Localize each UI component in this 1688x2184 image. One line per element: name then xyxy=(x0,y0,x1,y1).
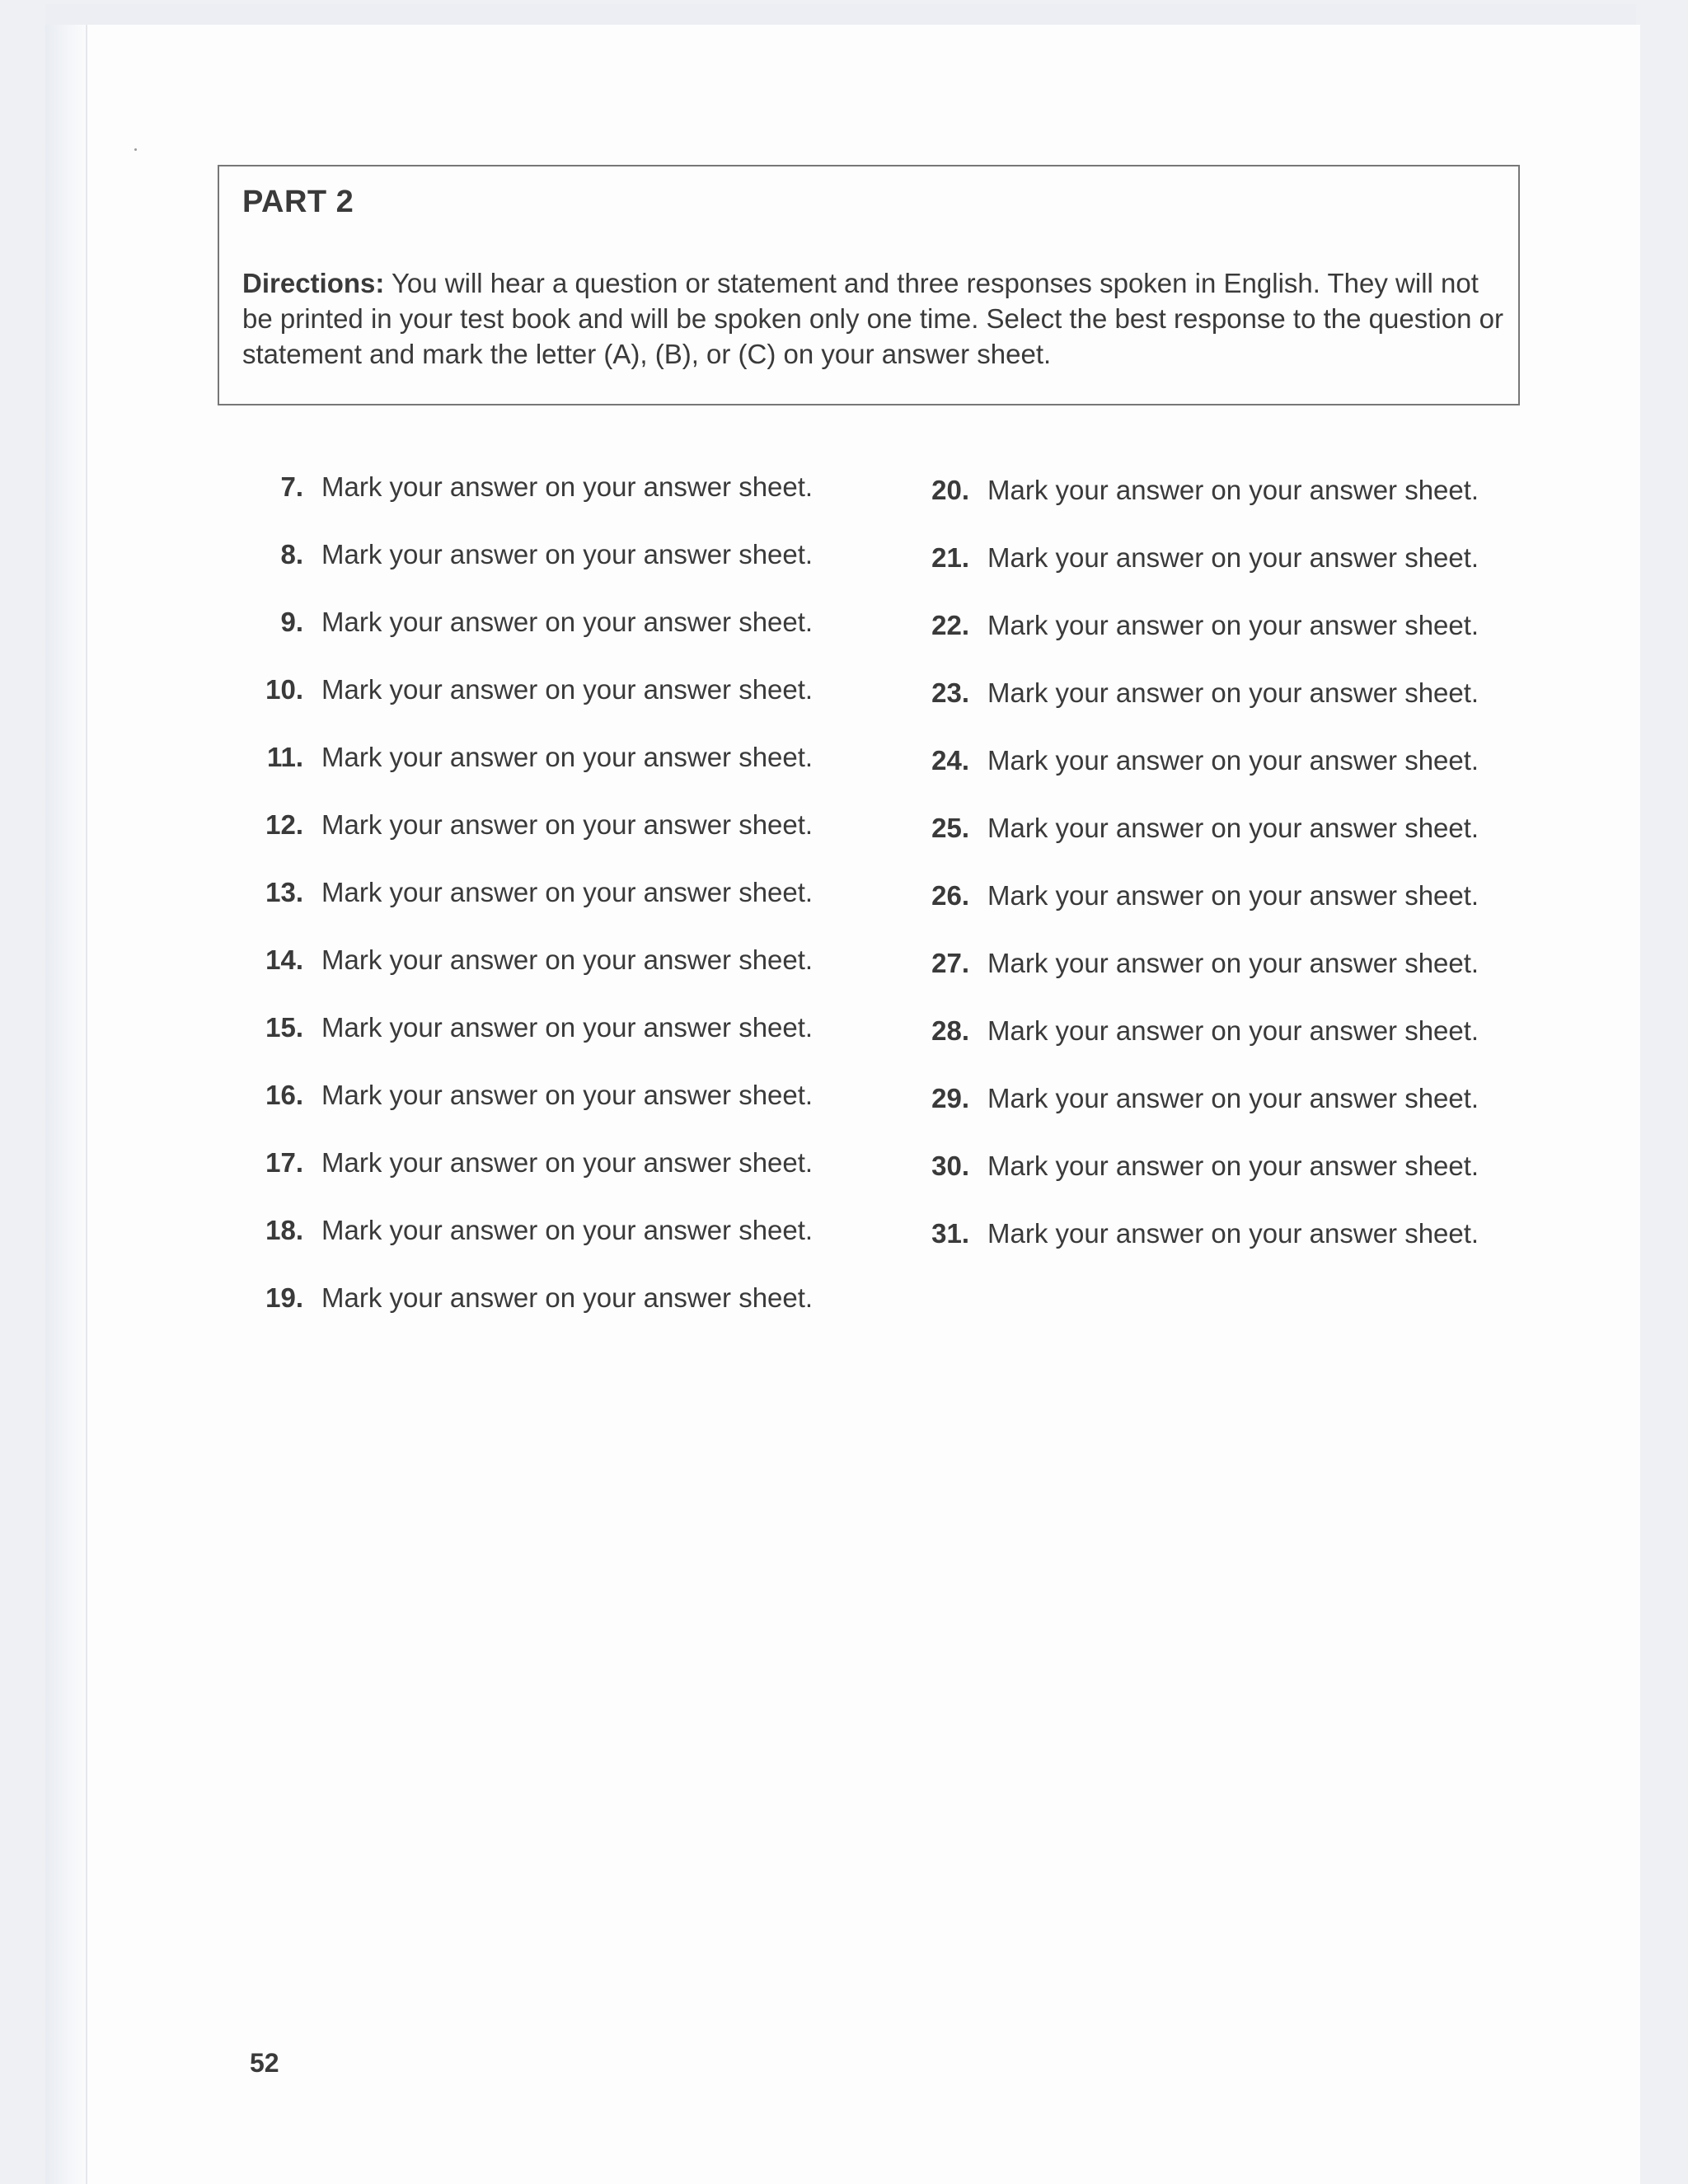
question-number: 18. xyxy=(265,1215,303,1245)
question-item xyxy=(239,1282,813,1350)
directions-box xyxy=(218,165,1520,405)
question-text: Mark your answer on your answer sheet. xyxy=(987,677,1479,708)
question-number: 29. xyxy=(931,1083,969,1113)
question-item xyxy=(239,1215,813,1282)
question-text: Mark your answer on your answer sheet. xyxy=(321,1147,814,1178)
scan-speck xyxy=(134,148,137,151)
question-text: Mark your answer on your answer sheet. xyxy=(987,1083,1479,1113)
question-item xyxy=(905,1151,1479,1218)
question-text: Mark your answer on your answer sheet. xyxy=(987,1015,1479,1046)
question-text: Mark your answer on your answer sheet. xyxy=(321,877,814,907)
question-text: Mark your answer on your answer sheet. xyxy=(321,809,814,840)
question-item xyxy=(239,944,813,1012)
question-text: Mark your answer on your answer sheet. xyxy=(987,610,1479,640)
question-item xyxy=(239,1147,813,1215)
question-item xyxy=(239,539,813,607)
question-text: Mark your answer on your answer sheet. xyxy=(987,1218,1479,1249)
question-number: 22. xyxy=(931,610,969,640)
question-number: 9. xyxy=(280,607,303,637)
question-number: 14. xyxy=(265,944,303,975)
page-number: 52 xyxy=(250,2048,279,2078)
question-text: Mark your answer on your answer sheet. xyxy=(321,1282,814,1313)
question-text: Mark your answer on your answer sheet. xyxy=(987,542,1479,573)
question-number: 12. xyxy=(265,809,303,840)
question-item xyxy=(905,1015,1479,1083)
question-text: Mark your answer on your answer sheet. xyxy=(321,944,814,975)
question-column-right xyxy=(905,475,1479,1286)
question-item xyxy=(905,542,1479,610)
question-number: 23. xyxy=(931,677,969,708)
question-item xyxy=(905,1083,1479,1151)
question-text: Mark your answer on your answer sheet. xyxy=(321,1215,814,1245)
question-text: Mark your answer on your answer sheet. xyxy=(321,674,814,705)
question-text: Mark your answer on your answer sheet. xyxy=(321,539,814,569)
question-text: Mark your answer on your answer sheet. xyxy=(987,475,1479,505)
question-number: 19. xyxy=(265,1282,303,1313)
scan-top-edge xyxy=(45,4,1636,27)
page-binding-edge xyxy=(45,25,87,2184)
part-title: PART 2 xyxy=(242,185,354,219)
question-item xyxy=(905,880,1479,948)
question-text: Mark your answer on your answer sheet. xyxy=(987,745,1479,776)
question-item xyxy=(239,607,813,674)
question-text: Mark your answer on your answer sheet. xyxy=(321,1012,814,1043)
question-item xyxy=(905,745,1479,813)
question-number: 7. xyxy=(280,471,303,502)
directions-label: Directions: xyxy=(242,268,385,298)
question-number: 10. xyxy=(265,674,303,705)
question-text: Mark your answer on your answer sheet. xyxy=(321,1080,814,1110)
question-number: 24. xyxy=(931,745,969,776)
question-number: 31. xyxy=(931,1218,969,1249)
question-item xyxy=(239,809,813,877)
page-edge-line xyxy=(86,25,87,2184)
question-item xyxy=(905,1218,1479,1286)
question-number: 17. xyxy=(265,1147,303,1178)
question-column-left xyxy=(239,471,813,1350)
question-item xyxy=(239,877,813,944)
question-number: 16. xyxy=(265,1080,303,1110)
question-item xyxy=(905,610,1479,677)
question-item xyxy=(239,471,813,539)
question-item xyxy=(905,475,1479,542)
question-item xyxy=(239,1012,813,1080)
question-text: Mark your answer on your answer sheet. xyxy=(987,813,1479,843)
question-number: 8. xyxy=(280,539,303,569)
question-number: 27. xyxy=(931,948,969,978)
question-text: Mark your answer on your answer sheet. xyxy=(987,1151,1479,1181)
question-text: Mark your answer on your answer sheet. xyxy=(987,948,1479,978)
question-number: 13. xyxy=(265,877,303,907)
question-number: 15. xyxy=(265,1012,303,1043)
question-number: 28. xyxy=(931,1015,969,1046)
question-number: 25. xyxy=(931,813,969,843)
question-item xyxy=(239,1080,813,1147)
directions-text xyxy=(242,265,1503,372)
question-number: 26. xyxy=(931,880,969,911)
question-text: Mark your answer on your answer sheet. xyxy=(321,742,814,772)
question-text: Mark your answer on your answer sheet. xyxy=(987,880,1479,911)
question-item xyxy=(905,948,1479,1015)
question-number: 11. xyxy=(266,742,303,772)
question-number: 21. xyxy=(931,542,969,573)
directions-body: You will hear a question or statement and three responses spoken in English. They will not be printed in your test book and will be spoken only one time. Select the best response to the question or statement and mark the letter (A), (B), or (C) on your answer sheet. xyxy=(242,268,1503,369)
question-item xyxy=(239,674,813,742)
question-text: Mark your answer on your answer sheet. xyxy=(321,471,814,502)
question-item xyxy=(239,742,813,809)
question-item xyxy=(905,813,1479,880)
question-number: 30. xyxy=(931,1151,969,1181)
question-number: 20. xyxy=(931,475,969,505)
question-item xyxy=(905,677,1479,745)
question-text: Mark your answer on your answer sheet. xyxy=(321,607,814,637)
